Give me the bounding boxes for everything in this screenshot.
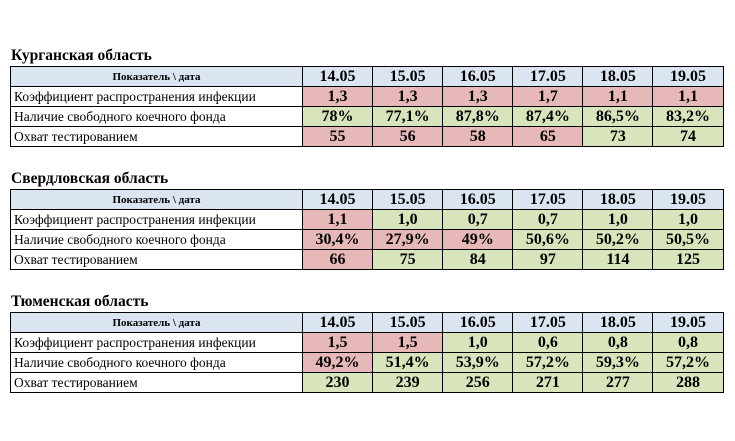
value-cell: 73 bbox=[583, 127, 653, 147]
value-cell: 125 bbox=[653, 250, 723, 270]
value-cell: 1,5 bbox=[303, 333, 373, 353]
value-cell: 87,4% bbox=[513, 107, 583, 127]
table-row bbox=[11, 87, 724, 107]
value-cell: 256 bbox=[443, 373, 513, 393]
value-cell: 58 bbox=[443, 127, 513, 147]
table-row bbox=[11, 127, 724, 147]
value-cell: 288 bbox=[653, 373, 723, 393]
value-cell: 1,1 bbox=[583, 87, 653, 107]
value-cell: 50,5% bbox=[653, 230, 723, 250]
value-cell: 74 bbox=[653, 127, 723, 147]
indicator-label-cell: Наличие свободного коечного фонда bbox=[11, 230, 303, 250]
value-cell: 1,0 bbox=[583, 210, 653, 230]
header-label-cell: Показатель \ дата bbox=[11, 67, 303, 87]
indicator-label-cell: Охват тестированием bbox=[11, 250, 303, 270]
date-header-cell: 19.05 bbox=[653, 313, 723, 333]
region-block bbox=[10, 46, 723, 147]
value-cell: 1,7 bbox=[513, 87, 583, 107]
value-cell: 1,0 bbox=[443, 333, 513, 353]
table-row bbox=[11, 230, 724, 250]
value-cell: 1,3 bbox=[443, 87, 513, 107]
indicator-label-cell: Коэффициент распространения инфекции bbox=[11, 333, 303, 353]
table-header-row bbox=[11, 313, 724, 333]
header-label-cell: Показатель \ дата bbox=[11, 190, 303, 210]
value-cell: 77,1% bbox=[373, 107, 443, 127]
region-title: Свердловская область bbox=[11, 170, 169, 187]
value-cell: 0,7 bbox=[513, 210, 583, 230]
value-cell: 277 bbox=[583, 373, 653, 393]
table-row bbox=[11, 210, 724, 230]
date-header-cell: 16.05 bbox=[443, 67, 513, 87]
value-cell: 1,1 bbox=[653, 87, 723, 107]
value-cell: 0,7 bbox=[443, 210, 513, 230]
value-cell: 1,0 bbox=[373, 210, 443, 230]
date-header-cell: 18.05 bbox=[583, 190, 653, 210]
region-block bbox=[10, 169, 723, 270]
value-cell: 1,5 bbox=[373, 333, 443, 353]
value-cell: 114 bbox=[583, 250, 653, 270]
value-cell: 57,2% bbox=[513, 353, 583, 373]
value-cell: 51,4% bbox=[373, 353, 443, 373]
value-cell: 87,8% bbox=[443, 107, 513, 127]
value-cell: 230 bbox=[303, 373, 373, 393]
value-cell: 57,2% bbox=[653, 353, 723, 373]
value-cell: 50,6% bbox=[513, 230, 583, 250]
value-cell: 56 bbox=[373, 127, 443, 147]
table-header-row bbox=[11, 190, 724, 210]
date-header-cell: 17.05 bbox=[513, 190, 583, 210]
value-cell: 27,9% bbox=[373, 230, 443, 250]
value-cell: 30,4% bbox=[303, 230, 373, 250]
value-cell: 1,3 bbox=[373, 87, 443, 107]
date-header-cell: 16.05 bbox=[443, 313, 513, 333]
value-cell: 0,8 bbox=[653, 333, 723, 353]
value-cell: 1,0 bbox=[653, 210, 723, 230]
value-cell: 0,8 bbox=[583, 333, 653, 353]
value-cell: 55 bbox=[303, 127, 373, 147]
date-header-cell: 15.05 bbox=[373, 67, 443, 87]
date-header-cell: 19.05 bbox=[653, 67, 723, 87]
value-cell: 1,1 bbox=[303, 210, 373, 230]
date-header-cell: 17.05 bbox=[513, 313, 583, 333]
date-header-cell: 18.05 bbox=[583, 67, 653, 87]
value-cell: 86,5% bbox=[583, 107, 653, 127]
value-cell: 49% bbox=[443, 230, 513, 250]
indicator-label-cell: Коэффициент распространения инфекции bbox=[11, 87, 303, 107]
value-cell: 65 bbox=[513, 127, 583, 147]
region-title: Тюменская область bbox=[11, 293, 149, 310]
value-cell: 59,3% bbox=[583, 353, 653, 373]
value-cell: 53,9% bbox=[443, 353, 513, 373]
table-row bbox=[11, 107, 724, 127]
date-header-cell: 14.05 bbox=[303, 190, 373, 210]
value-cell: 97 bbox=[513, 250, 583, 270]
value-cell: 83,2% bbox=[653, 107, 723, 127]
value-cell: 84 bbox=[443, 250, 513, 270]
indicator-label-cell: Наличие свободного коечного фонда bbox=[11, 353, 303, 373]
header-label-cell: Показатель \ дата bbox=[11, 313, 303, 333]
date-header-cell: 14.05 bbox=[303, 313, 373, 333]
indicator-table bbox=[10, 189, 724, 270]
date-header-cell: 15.05 bbox=[373, 313, 443, 333]
region-title: Курганская область bbox=[11, 47, 152, 64]
indicator-label-cell: Охват тестированием bbox=[11, 373, 303, 393]
value-cell: 66 bbox=[303, 250, 373, 270]
date-header-cell: 19.05 bbox=[653, 190, 723, 210]
table-row bbox=[11, 333, 724, 353]
value-cell: 50,2% bbox=[583, 230, 653, 250]
indicator-label-cell: Наличие свободного коечного фонда bbox=[11, 107, 303, 127]
date-header-cell: 14.05 bbox=[303, 67, 373, 87]
table-row bbox=[11, 373, 724, 393]
value-cell: 49,2% bbox=[303, 353, 373, 373]
date-header-cell: 18.05 bbox=[583, 313, 653, 333]
value-cell: 78% bbox=[303, 107, 373, 127]
indicator-table bbox=[10, 312, 724, 393]
date-header-cell: 17.05 bbox=[513, 67, 583, 87]
region-block bbox=[10, 292, 723, 393]
value-cell: 1,3 bbox=[303, 87, 373, 107]
date-header-cell: 16.05 bbox=[443, 190, 513, 210]
table-header-row bbox=[11, 67, 724, 87]
date-header-cell: 15.05 bbox=[373, 190, 443, 210]
indicator-label-cell: Охват тестированием bbox=[11, 127, 303, 147]
indicator-table bbox=[10, 66, 724, 147]
table-row bbox=[11, 353, 724, 373]
indicator-label-cell: Коэффициент распространения инфекции bbox=[11, 210, 303, 230]
value-cell: 75 bbox=[373, 250, 443, 270]
value-cell: 0,6 bbox=[513, 333, 583, 353]
table-row bbox=[11, 250, 724, 270]
value-cell: 271 bbox=[513, 373, 583, 393]
value-cell: 239 bbox=[373, 373, 443, 393]
